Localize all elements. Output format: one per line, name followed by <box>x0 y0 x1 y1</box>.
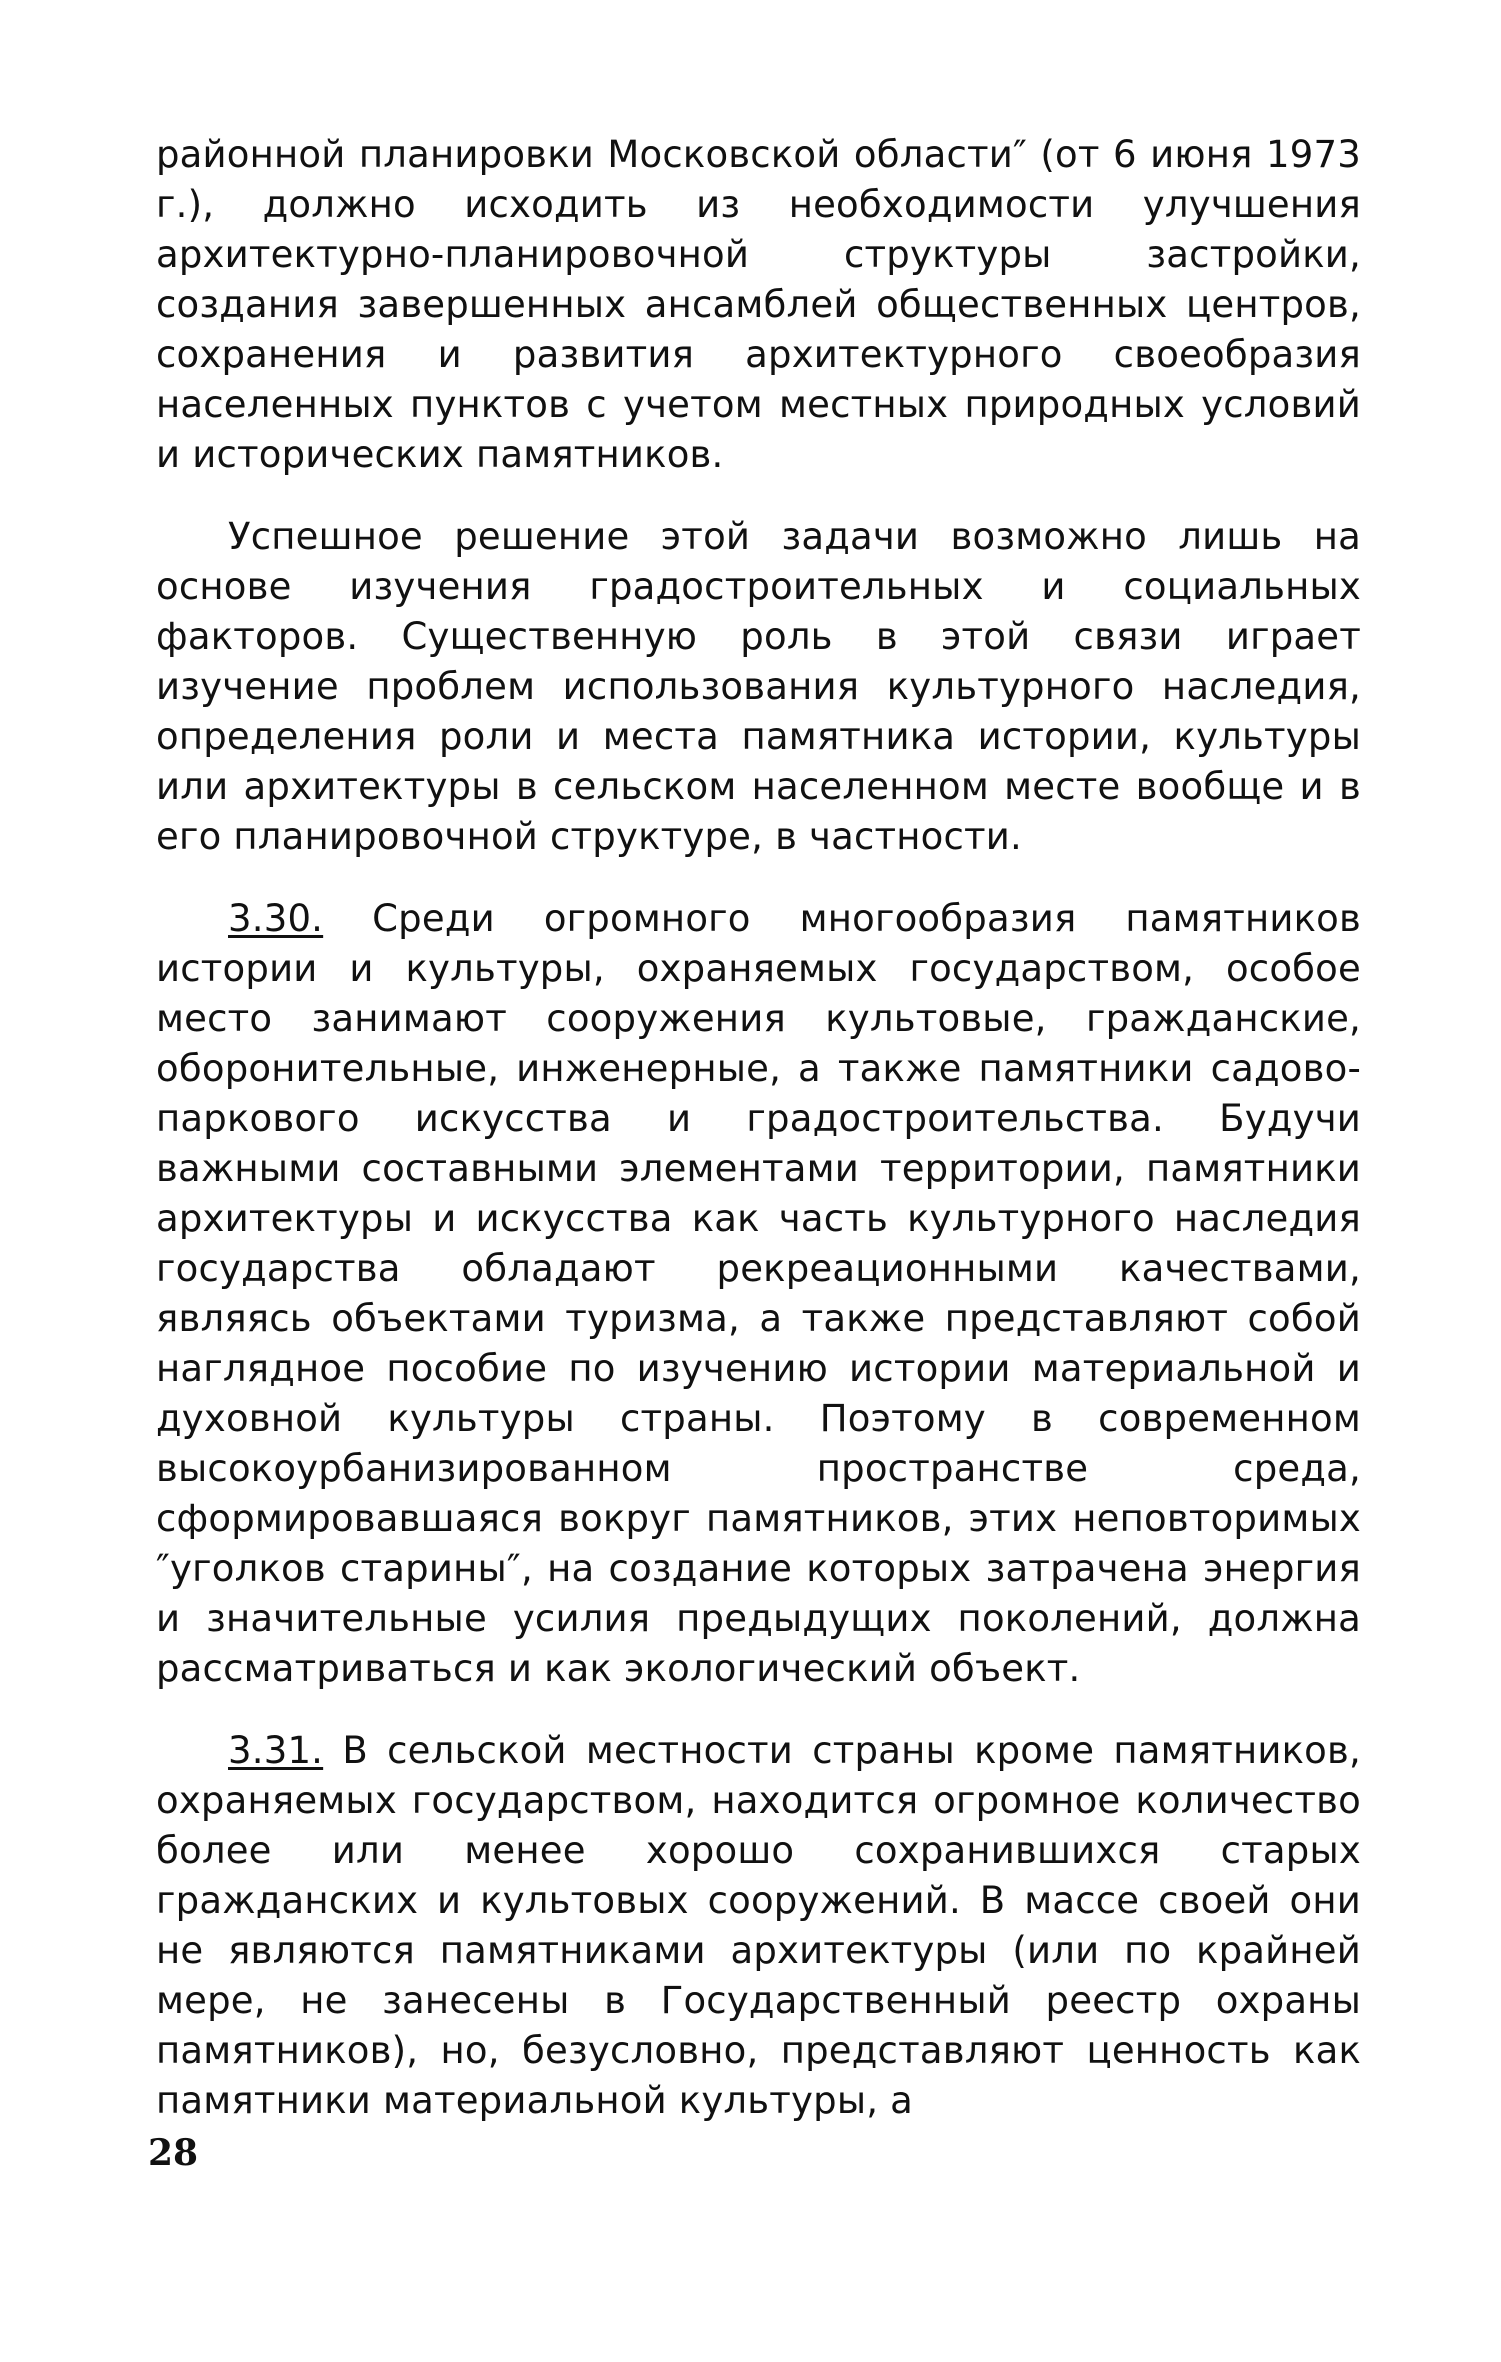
paragraph-success <box>156 512 1361 862</box>
paragraph-text: районной планировки Московской области″ (от 6 июня 1973 г.), должно исходить из необходимости улучшения архитектурно-планировочной структуры застройки, создания завершенных ансамблей общественных центров, сохранения и развития архитектурного своеобразия населенных пунктов с учетом местных природных условий и исторических памятников. <box>156 133 1361 476</box>
paragraph-text: В сельской местности страны кроме памятников, охраняемых государством, находится огромное количество более или менее хорошо сохранившихся старых гражданских и культовых сооружений. В массе своей они не являются памятниками архитектуры (или по крайней мере, не занесены в Государственный реестр охраны памятников), но, безусловно, представляют ценность как памятники материальной культуры, а <box>156 1729 1361 2122</box>
paragraph-text: Среди огромного многообразия памятников истории и культуры, охраняемых государством, особое место занимают сооружения культовые, гражданские, оборонительные, инженерные, а также памятники садово-паркового искусства и градостроительства. Будучи важными составными элементами территории, памятники архитектуры и искусства как часть культурного наследия государства обладают рекреационными качествами, являясь объектами туризма, а также представляют собой наглядное пособие по изучению истории материальной и духовной культуры страны. Поэтому в современном высокоурбанизированном пространстве среда, сформировавшаяся вокруг памятников, этих неповторимых ″уголков старины″, на создание которых затрачена энергия и значительные усилия предыдущих поколений, должна рассматриваться и как экологический объект. <box>156 897 1362 1690</box>
paragraph-continuation <box>156 130 1361 480</box>
section-number: 3.31. <box>228 1729 324 1772</box>
paragraph-section-3-31 <box>156 1726 1361 2126</box>
document-page <box>156 130 1361 2158</box>
paragraph-text: Успешное решение этой задачи возможно лишь на основе изучения градостроительных и социальных факторов. Существенную роль в этой связи играет изучение проблем использования культурного наследия, определения роли и места памятника истории, культуры или архитектуры в сельском населенном месте вообще и в его планировочной структуре, в частности. <box>156 515 1361 858</box>
section-number: 3.30. <box>228 897 324 940</box>
page-number: 28 <box>148 2132 199 2174</box>
paragraph-section-3-30 <box>156 894 1361 1694</box>
